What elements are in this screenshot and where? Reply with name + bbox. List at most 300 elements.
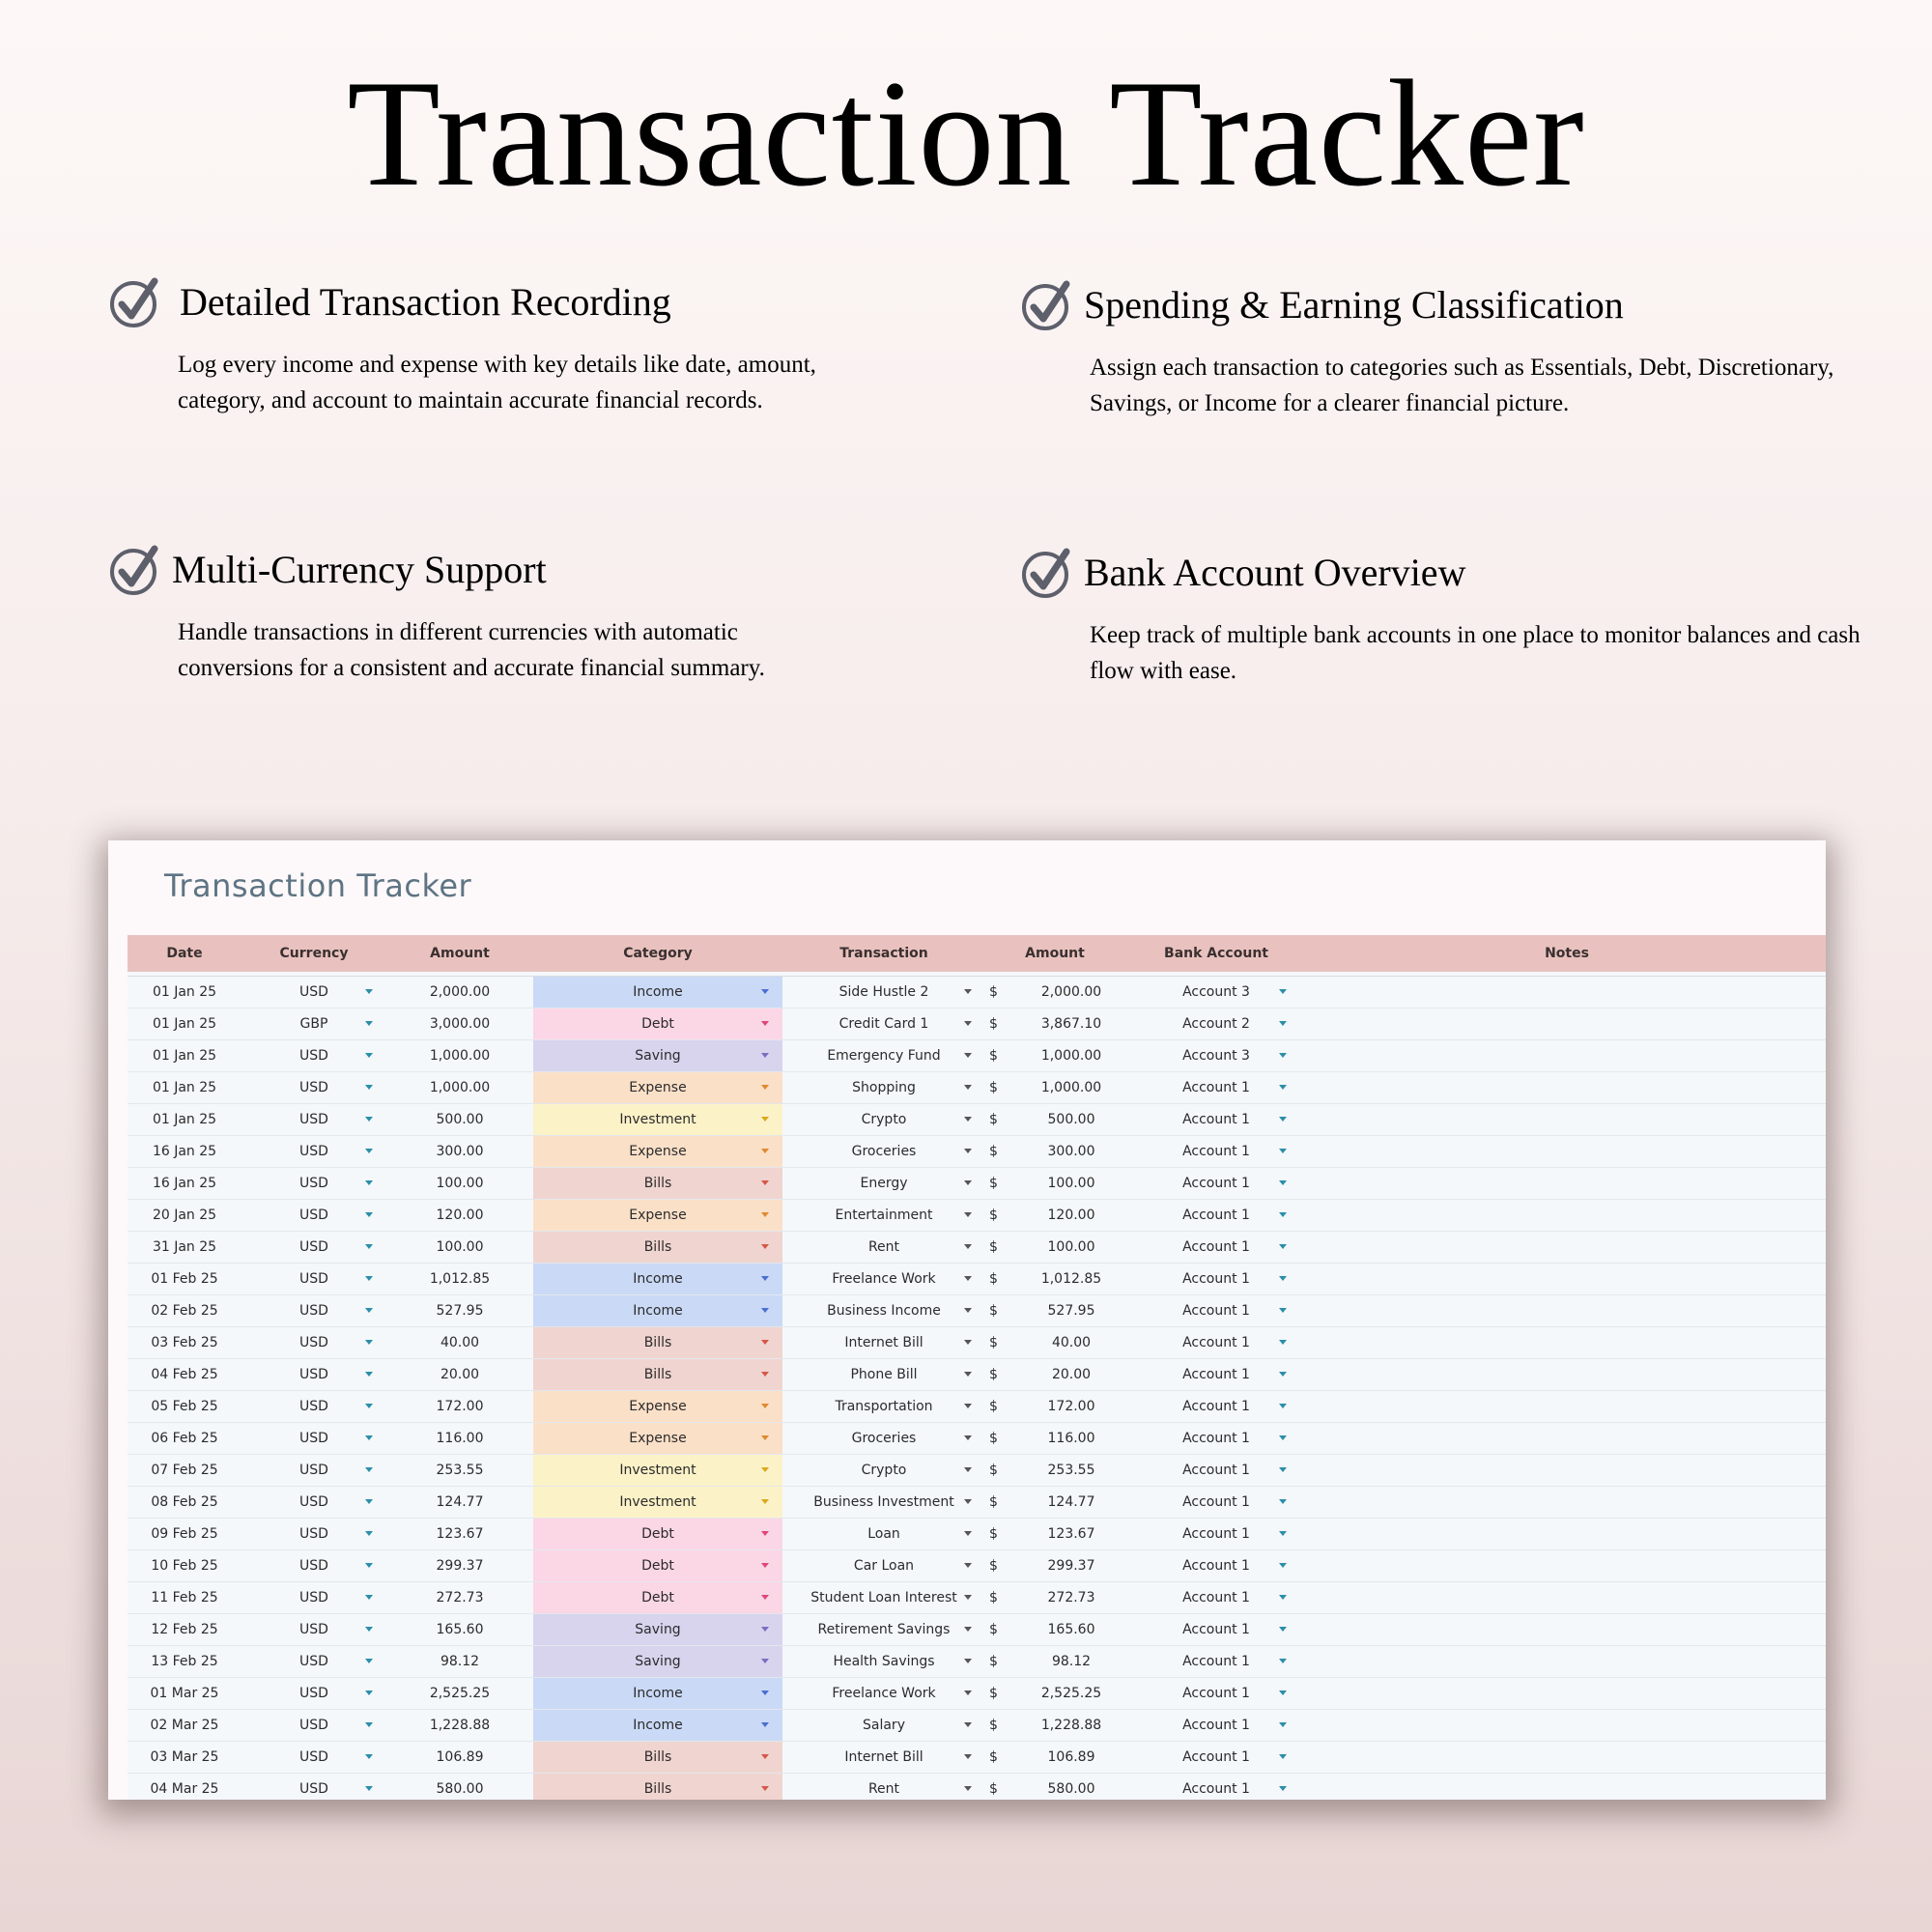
- date-cell[interactable]: 13 Feb 25: [128, 1646, 242, 1678]
- currency-dropdown[interactable]: [242, 1040, 386, 1072]
- chevron-down-icon[interactable]: [365, 1722, 373, 1727]
- notes-cell[interactable]: [1308, 1072, 1826, 1104]
- chevron-down-icon[interactable]: [1279, 1786, 1287, 1791]
- chevron-down-icon[interactable]: [365, 989, 373, 994]
- bank-account-dropdown[interactable]: [1124, 1327, 1308, 1359]
- chevron-down-icon[interactable]: [964, 1499, 972, 1504]
- amount-cell[interactable]: 1,012.85: [386, 1264, 533, 1295]
- currency-dropdown[interactable]: [242, 977, 386, 1009]
- notes-cell[interactable]: [1308, 1519, 1826, 1550]
- chevron-down-icon[interactable]: [365, 1563, 373, 1568]
- chevron-down-icon[interactable]: [761, 1276, 769, 1281]
- notes-cell[interactable]: [1308, 1678, 1826, 1710]
- bank-account-dropdown[interactable]: [1124, 1774, 1308, 1801]
- amount-cell[interactable]: 100.00: [386, 1168, 533, 1200]
- transaction-dropdown[interactable]: [782, 1232, 985, 1264]
- notes-cell[interactable]: [1308, 1200, 1826, 1232]
- table-row: [128, 1678, 1826, 1710]
- chevron-down-icon[interactable]: [964, 1467, 972, 1472]
- notes-cell[interactable]: [1308, 1232, 1826, 1264]
- date-cell[interactable]: 05 Feb 25: [128, 1391, 242, 1423]
- chevron-down-icon[interactable]: [761, 1627, 769, 1632]
- category-dropdown[interactable]: [533, 1264, 782, 1295]
- bank-account-dropdown[interactable]: [1124, 1359, 1308, 1391]
- chevron-down-icon[interactable]: [1279, 1117, 1287, 1122]
- category-dropdown[interactable]: [533, 1040, 782, 1072]
- bank-account-dropdown[interactable]: [1124, 1614, 1308, 1646]
- category-dropdown[interactable]: [533, 1582, 782, 1614]
- category-dropdown[interactable]: [533, 1009, 782, 1040]
- column-header-bank-account[interactable]: Bank Account: [1124, 935, 1308, 972]
- column-header-notes[interactable]: Notes: [1308, 935, 1826, 972]
- chevron-down-icon[interactable]: [1279, 1595, 1287, 1600]
- transaction-dropdown[interactable]: [782, 1742, 985, 1774]
- currency-dropdown[interactable]: [242, 1550, 386, 1582]
- chevron-down-icon[interactable]: [365, 1786, 373, 1791]
- transaction-dropdown[interactable]: [782, 1295, 985, 1327]
- transaction-dropdown[interactable]: [782, 1359, 985, 1391]
- notes-cell[interactable]: [1308, 1423, 1826, 1455]
- chevron-down-icon[interactable]: [365, 1340, 373, 1345]
- chevron-down-icon[interactable]: [761, 1021, 769, 1026]
- category-dropdown[interactable]: [533, 1359, 782, 1391]
- currency-dropdown[interactable]: [242, 1710, 386, 1742]
- amount-cell[interactable]: 527.95: [386, 1295, 533, 1327]
- chevron-down-icon[interactable]: [1279, 989, 1287, 994]
- bank-account-dropdown[interactable]: [1124, 1646, 1308, 1678]
- chevron-down-icon[interactable]: [1279, 1212, 1287, 1217]
- chevron-down-icon[interactable]: [1279, 1499, 1287, 1504]
- chevron-down-icon[interactable]: [1279, 1435, 1287, 1440]
- currency-dropdown[interactable]: [242, 1455, 386, 1487]
- bank-account-dropdown[interactable]: [1124, 1136, 1308, 1168]
- currency-symbol: $: [985, 1519, 1018, 1550]
- chevron-down-icon[interactable]: [1279, 1053, 1287, 1058]
- chevron-down-icon[interactable]: [365, 1690, 373, 1695]
- chevron-down-icon[interactable]: [365, 1627, 373, 1632]
- chevron-down-icon[interactable]: [365, 1467, 373, 1472]
- bank-account-dropdown[interactable]: [1124, 1295, 1308, 1327]
- chevron-down-icon[interactable]: [761, 1467, 769, 1472]
- amount-cell[interactable]: 2,525.25: [386, 1678, 533, 1710]
- chevron-down-icon[interactable]: [964, 1180, 972, 1185]
- chevron-down-icon[interactable]: [365, 1659, 373, 1663]
- chevron-down-icon[interactable]: [365, 1117, 373, 1122]
- date-cell[interactable]: 02 Mar 25: [128, 1710, 242, 1742]
- notes-cell[interactable]: [1308, 1327, 1826, 1359]
- notes-cell[interactable]: [1308, 1359, 1826, 1391]
- category-dropdown[interactable]: [533, 1232, 782, 1264]
- bank-account-dropdown[interactable]: [1124, 1009, 1308, 1040]
- date-cell[interactable]: 16 Jan 25: [128, 1168, 242, 1200]
- category-dropdown[interactable]: [533, 1295, 782, 1327]
- bank-account-dropdown[interactable]: [1124, 977, 1308, 1009]
- currency-dropdown[interactable]: [242, 1359, 386, 1391]
- bank-account-dropdown[interactable]: [1124, 1710, 1308, 1742]
- transaction-value: Crypto: [861, 1112, 907, 1127]
- date-cell[interactable]: 10 Feb 25: [128, 1550, 242, 1582]
- transaction-dropdown[interactable]: [782, 1678, 985, 1710]
- currency-dropdown[interactable]: [242, 1519, 386, 1550]
- chevron-down-icon[interactable]: [964, 1340, 972, 1345]
- chevron-down-icon[interactable]: [964, 1531, 972, 1536]
- amount-cell[interactable]: 272.73: [386, 1582, 533, 1614]
- chevron-down-icon[interactable]: [964, 1053, 972, 1058]
- currency-dropdown[interactable]: [242, 1487, 386, 1519]
- transaction-dropdown[interactable]: [782, 1264, 985, 1295]
- chevron-down-icon[interactable]: [964, 1595, 972, 1600]
- currency-dropdown[interactable]: [242, 1295, 386, 1327]
- notes-cell[interactable]: [1308, 977, 1826, 1009]
- transaction-dropdown[interactable]: [782, 1040, 985, 1072]
- date-cell[interactable]: 04 Mar 25: [128, 1774, 242, 1801]
- chevron-down-icon[interactable]: [365, 1053, 373, 1058]
- chevron-down-icon[interactable]: [365, 1085, 373, 1090]
- chevron-down-icon[interactable]: [1279, 1180, 1287, 1185]
- date-cell[interactable]: 01 Jan 25: [128, 1104, 242, 1136]
- currency-dropdown[interactable]: [242, 1614, 386, 1646]
- category-dropdown[interactable]: [533, 1200, 782, 1232]
- chevron-down-icon[interactable]: [964, 1212, 972, 1217]
- chevron-down-icon[interactable]: [761, 989, 769, 994]
- amount-cell[interactable]: 100.00: [386, 1232, 533, 1264]
- date-cell[interactable]: 01 Jan 25: [128, 1072, 242, 1104]
- transaction-dropdown[interactable]: [782, 1487, 985, 1519]
- notes-cell[interactable]: [1308, 1582, 1826, 1614]
- chevron-down-icon[interactable]: [1279, 1244, 1287, 1249]
- date-cell[interactable]: 01 Jan 25: [128, 977, 242, 1009]
- bank-account-dropdown[interactable]: [1124, 1550, 1308, 1582]
- date-cell[interactable]: 04 Feb 25: [128, 1359, 242, 1391]
- category-dropdown[interactable]: [533, 1710, 782, 1742]
- amount-cell[interactable]: 1,228.88: [386, 1710, 533, 1742]
- currency-dropdown[interactable]: [242, 1264, 386, 1295]
- bank-account-dropdown[interactable]: [1124, 1423, 1308, 1455]
- chevron-down-icon[interactable]: [761, 1659, 769, 1663]
- amount-cell[interactable]: 116.00: [386, 1423, 533, 1455]
- chevron-down-icon[interactable]: [761, 1212, 769, 1217]
- chevron-down-icon[interactable]: [1279, 1340, 1287, 1345]
- amount-cell[interactable]: 120.00: [386, 1200, 533, 1232]
- notes-cell[interactable]: [1308, 1455, 1826, 1487]
- amount-cell[interactable]: 124.77: [386, 1487, 533, 1519]
- currency-dropdown[interactable]: [242, 1774, 386, 1801]
- notes-cell[interactable]: [1308, 1710, 1826, 1742]
- category-dropdown[interactable]: [533, 1774, 782, 1801]
- transaction-dropdown[interactable]: [782, 1391, 985, 1423]
- chevron-down-icon[interactable]: [1279, 1627, 1287, 1632]
- bank-account-dropdown[interactable]: [1124, 1264, 1308, 1295]
- category-dropdown[interactable]: [533, 1550, 782, 1582]
- chevron-down-icon[interactable]: [365, 1021, 373, 1026]
- chevron-down-icon[interactable]: [1279, 1531, 1287, 1536]
- amount-cell[interactable]: 580.00: [386, 1774, 533, 1801]
- date-cell[interactable]: 08 Feb 25: [128, 1487, 242, 1519]
- category-dropdown[interactable]: [533, 1614, 782, 1646]
- transaction-dropdown[interactable]: [782, 1136, 985, 1168]
- chevron-down-icon[interactable]: [964, 1435, 972, 1440]
- notes-cell[interactable]: [1308, 1614, 1826, 1646]
- bank-account-dropdown[interactable]: [1124, 1232, 1308, 1264]
- chevron-down-icon[interactable]: [964, 1149, 972, 1153]
- transaction-dropdown[interactable]: [782, 977, 985, 1009]
- chevron-down-icon[interactable]: [964, 1276, 972, 1281]
- date-cell[interactable]: 06 Feb 25: [128, 1423, 242, 1455]
- currency-dropdown[interactable]: [242, 1423, 386, 1455]
- date-cell[interactable]: 20 Jan 25: [128, 1200, 242, 1232]
- category-dropdown[interactable]: [533, 1646, 782, 1678]
- amount-cell[interactable]: 20.00: [386, 1359, 533, 1391]
- transaction-dropdown[interactable]: [782, 1646, 985, 1678]
- transaction-dropdown[interactable]: [782, 1519, 985, 1550]
- transaction-dropdown[interactable]: [782, 1168, 985, 1200]
- bank-account-dropdown[interactable]: [1124, 1678, 1308, 1710]
- chevron-down-icon[interactable]: [1279, 1722, 1287, 1727]
- currency-dropdown[interactable]: [242, 1168, 386, 1200]
- chevron-down-icon[interactable]: [964, 1308, 972, 1313]
- category-dropdown[interactable]: [533, 1391, 782, 1423]
- bank-account-dropdown[interactable]: [1124, 1168, 1308, 1200]
- amount-cell[interactable]: 1,000.00: [386, 1040, 533, 1072]
- chevron-down-icon[interactable]: [1279, 1563, 1287, 1568]
- transaction-dropdown[interactable]: [782, 1550, 985, 1582]
- transaction-dropdown[interactable]: [782, 1710, 985, 1742]
- transaction-dropdown[interactable]: [782, 1200, 985, 1232]
- chevron-down-icon[interactable]: [365, 1180, 373, 1185]
- chevron-down-icon[interactable]: [1279, 1659, 1287, 1663]
- date-cell[interactable]: 31 Jan 25: [128, 1232, 242, 1264]
- chevron-down-icon[interactable]: [964, 1021, 972, 1026]
- chevron-down-icon[interactable]: [1279, 1690, 1287, 1695]
- chevron-down-icon[interactable]: [365, 1276, 373, 1281]
- date-cell[interactable]: 12 Feb 25: [128, 1614, 242, 1646]
- date-cell[interactable]: 01 Mar 25: [128, 1678, 242, 1710]
- chevron-down-icon[interactable]: [761, 1499, 769, 1504]
- notes-cell[interactable]: [1308, 1104, 1826, 1136]
- category-dropdown[interactable]: [533, 1519, 782, 1550]
- notes-cell[interactable]: [1308, 1264, 1826, 1295]
- chevron-down-icon[interactable]: [1279, 1021, 1287, 1026]
- chevron-down-icon[interactable]: [964, 1722, 972, 1727]
- chevron-down-icon[interactable]: [964, 1659, 972, 1663]
- category-dropdown[interactable]: [533, 1327, 782, 1359]
- date-cell[interactable]: 07 Feb 25: [128, 1455, 242, 1487]
- currency-dropdown[interactable]: [242, 1200, 386, 1232]
- amount-cell[interactable]: 2,000.00: [386, 977, 533, 1009]
- notes-cell[interactable]: [1308, 1742, 1826, 1774]
- date-cell[interactable]: 02 Feb 25: [128, 1295, 242, 1327]
- chevron-down-icon[interactable]: [964, 1690, 972, 1695]
- notes-cell[interactable]: [1308, 1487, 1826, 1519]
- chevron-down-icon[interactable]: [365, 1499, 373, 1504]
- chevron-down-icon[interactable]: [964, 1754, 972, 1759]
- transaction-dropdown[interactable]: [782, 1072, 985, 1104]
- category-dropdown[interactable]: [533, 1136, 782, 1168]
- notes-cell[interactable]: [1308, 1646, 1826, 1678]
- transaction-dropdown[interactable]: [782, 1423, 985, 1455]
- column-header-category[interactable]: Category: [533, 935, 782, 972]
- currency-dropdown[interactable]: [242, 1232, 386, 1264]
- bank-account-dropdown[interactable]: [1124, 1104, 1308, 1136]
- chevron-down-icon[interactable]: [1279, 1404, 1287, 1408]
- chevron-down-icon[interactable]: [964, 1786, 972, 1791]
- currency-dropdown[interactable]: [242, 1072, 386, 1104]
- currency-value: USD: [299, 1176, 328, 1191]
- chevron-down-icon[interactable]: [761, 1754, 769, 1759]
- chevron-down-icon[interactable]: [365, 1244, 373, 1249]
- currency-dropdown[interactable]: [242, 1136, 386, 1168]
- currency-dropdown[interactable]: [242, 1327, 386, 1359]
- chevron-down-icon[interactable]: [964, 1627, 972, 1632]
- date-cell[interactable]: 09 Feb 25: [128, 1519, 242, 1550]
- chevron-down-icon[interactable]: [365, 1754, 373, 1759]
- currency-dropdown[interactable]: [242, 1742, 386, 1774]
- date-cell[interactable]: 01 Jan 25: [128, 1040, 242, 1072]
- chevron-down-icon[interactable]: [964, 1244, 972, 1249]
- notes-cell[interactable]: [1308, 1295, 1826, 1327]
- category-dropdown[interactable]: [533, 1072, 782, 1104]
- bank-account-value: Account 1: [1182, 1781, 1250, 1797]
- amount-cell[interactable]: 40.00: [386, 1327, 533, 1359]
- notes-cell[interactable]: [1308, 1009, 1826, 1040]
- notes-cell[interactable]: [1308, 1550, 1826, 1582]
- chevron-down-icon[interactable]: [1279, 1085, 1287, 1090]
- currency-dropdown[interactable]: [242, 1678, 386, 1710]
- date-cell[interactable]: 01 Jan 25: [128, 1009, 242, 1040]
- currency-dropdown[interactable]: [242, 1646, 386, 1678]
- chevron-down-icon[interactable]: [761, 1053, 769, 1058]
- currency-dropdown[interactable]: [242, 1104, 386, 1136]
- amount-cell[interactable]: 165.60: [386, 1614, 533, 1646]
- chevron-down-icon[interactable]: [761, 1372, 769, 1377]
- amount-cell[interactable]: 1,000.00: [386, 1072, 533, 1104]
- feature-description: Handle transactions in different currencies with automatic conversions for a consistent and accurate financial summary.: [178, 619, 765, 681]
- bank-account-dropdown[interactable]: [1124, 1072, 1308, 1104]
- transaction-dropdown[interactable]: [782, 1614, 985, 1646]
- transaction-dropdown[interactable]: [782, 1104, 985, 1136]
- transaction-dropdown[interactable]: [782, 1009, 985, 1040]
- chevron-down-icon[interactable]: [1279, 1372, 1287, 1377]
- chevron-down-icon[interactable]: [365, 1531, 373, 1536]
- chevron-down-icon[interactable]: [964, 1372, 972, 1377]
- chevron-down-icon[interactable]: [964, 1117, 972, 1122]
- notes-cell[interactable]: [1308, 1136, 1826, 1168]
- chevron-down-icon[interactable]: [1279, 1467, 1287, 1472]
- date-cell[interactable]: 16 Jan 25: [128, 1136, 242, 1168]
- chevron-down-icon[interactable]: [761, 1149, 769, 1153]
- chevron-down-icon[interactable]: [365, 1435, 373, 1440]
- chevron-down-icon[interactable]: [1279, 1308, 1287, 1313]
- notes-cell[interactable]: [1308, 1168, 1826, 1200]
- date-cell[interactable]: 03 Feb 25: [128, 1327, 242, 1359]
- bank-account-dropdown[interactable]: [1124, 1742, 1308, 1774]
- date-cell[interactable]: 03 Mar 25: [128, 1742, 242, 1774]
- amount-cell[interactable]: 300.00: [386, 1136, 533, 1168]
- transaction-dropdown[interactable]: [782, 1582, 985, 1614]
- category-dropdown[interactable]: [533, 1742, 782, 1774]
- amount-cell[interactable]: 500.00: [386, 1104, 533, 1136]
- transaction-dropdown[interactable]: [782, 1774, 985, 1801]
- bank-account-dropdown[interactable]: [1124, 1487, 1308, 1519]
- amount-cell[interactable]: 299.37: [386, 1550, 533, 1582]
- chevron-down-icon[interactable]: [761, 1531, 769, 1536]
- category-dropdown[interactable]: [533, 1678, 782, 1710]
- chevron-down-icon[interactable]: [365, 1308, 373, 1313]
- bank-account-dropdown[interactable]: [1124, 1519, 1308, 1550]
- chevron-down-icon[interactable]: [761, 1786, 769, 1791]
- amount-cell[interactable]: 253.55: [386, 1455, 533, 1487]
- transaction-dropdown[interactable]: [782, 1327, 985, 1359]
- category-dropdown[interactable]: [533, 1487, 782, 1519]
- chevron-down-icon[interactable]: [365, 1372, 373, 1377]
- column-header-converted-amount[interactable]: Amount: [985, 935, 1124, 972]
- notes-cell[interactable]: [1308, 1774, 1826, 1801]
- chevron-down-icon[interactable]: [761, 1404, 769, 1408]
- chevron-down-icon[interactable]: [761, 1308, 769, 1313]
- chevron-down-icon[interactable]: [761, 1340, 769, 1345]
- chevron-down-icon[interactable]: [761, 1563, 769, 1568]
- chevron-down-icon[interactable]: [761, 1180, 769, 1185]
- bank-account-dropdown[interactable]: [1124, 1582, 1308, 1614]
- amount-cell[interactable]: 123.67: [386, 1519, 533, 1550]
- category-dropdown[interactable]: [533, 1423, 782, 1455]
- chevron-down-icon[interactable]: [1279, 1276, 1287, 1281]
- chevron-down-icon[interactable]: [964, 1085, 972, 1090]
- amount-cell[interactable]: 3,000.00: [386, 1009, 533, 1040]
- chevron-down-icon[interactable]: [761, 1085, 769, 1090]
- column-header-transaction[interactable]: Transaction: [782, 935, 985, 972]
- notes-cell[interactable]: [1308, 1391, 1826, 1423]
- date-cell[interactable]: 11 Feb 25: [128, 1582, 242, 1614]
- chevron-down-icon[interactable]: [964, 1563, 972, 1568]
- amount-cell[interactable]: 172.00: [386, 1391, 533, 1423]
- category-dropdown[interactable]: [533, 977, 782, 1009]
- amount-cell[interactable]: 98.12: [386, 1646, 533, 1678]
- chevron-down-icon[interactable]: [964, 989, 972, 994]
- notes-cell[interactable]: [1308, 1040, 1826, 1072]
- currency-dropdown[interactable]: [242, 1391, 386, 1423]
- category-dropdown[interactable]: [533, 1104, 782, 1136]
- chevron-down-icon[interactable]: [365, 1595, 373, 1600]
- chevron-down-icon[interactable]: [365, 1149, 373, 1153]
- bank-account-dropdown[interactable]: [1124, 1040, 1308, 1072]
- column-header-date[interactable]: Date: [128, 935, 242, 972]
- amount-cell[interactable]: 106.89: [386, 1742, 533, 1774]
- category-dropdown[interactable]: [533, 1168, 782, 1200]
- column-header-currency[interactable]: Currency: [242, 935, 386, 972]
- currency-dropdown[interactable]: [242, 1582, 386, 1614]
- bank-account-dropdown[interactable]: [1124, 1391, 1308, 1423]
- chevron-down-icon[interactable]: [761, 1435, 769, 1440]
- bank-account-dropdown[interactable]: [1124, 1200, 1308, 1232]
- chevron-down-icon[interactable]: [964, 1404, 972, 1408]
- column-header-amount[interactable]: Amount: [386, 935, 533, 972]
- transaction-dropdown[interactable]: [782, 1455, 985, 1487]
- chevron-down-icon[interactable]: [761, 1595, 769, 1600]
- chevron-down-icon[interactable]: [761, 1117, 769, 1122]
- chevron-down-icon[interactable]: [365, 1212, 373, 1217]
- currency-dropdown[interactable]: [242, 1009, 386, 1040]
- chevron-down-icon[interactable]: [365, 1404, 373, 1408]
- bank-account-dropdown[interactable]: [1124, 1455, 1308, 1487]
- chevron-down-icon[interactable]: [761, 1722, 769, 1727]
- category-dropdown[interactable]: [533, 1455, 782, 1487]
- chevron-down-icon[interactable]: [761, 1690, 769, 1695]
- chevron-down-icon[interactable]: [1279, 1754, 1287, 1759]
- chevron-down-icon[interactable]: [761, 1244, 769, 1249]
- date-cell[interactable]: 01 Feb 25: [128, 1264, 242, 1295]
- chevron-down-icon[interactable]: [1279, 1149, 1287, 1153]
